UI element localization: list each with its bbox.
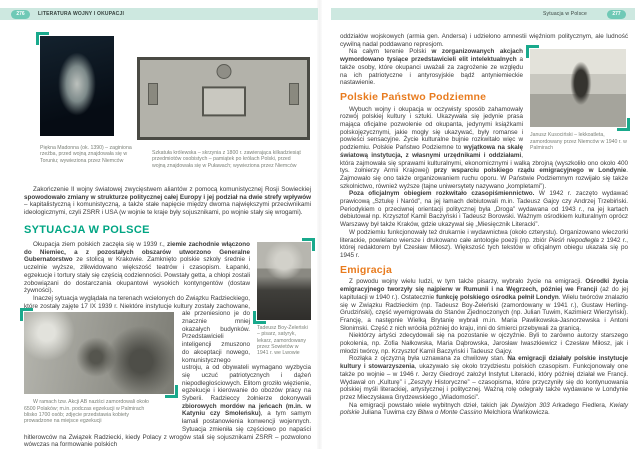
boy-zelenski-caption: Tadeusz Boy-Żeleński – pisarz, satyryk, lekarz, zamordowany przez Sowietów w 1941 r. we Lwowie <box>257 325 308 357</box>
paragraph-oddzialy: oddziałów wojskowych (armia gen. Andersa) i udzielono amnestii więźniom politycznym, ale ludność cywilną nadal poddawano represjom. <box>340 33 628 48</box>
palmiry-execution-photo <box>24 312 174 394</box>
page-number-right: 277 <box>607 10 626 19</box>
page-number-left: 276 <box>11 10 30 19</box>
kusocinski-caption: Janusz Kusociński – lekkoatleta, zamordowany przez Niemców w 1940 r. w Palmirach <box>530 132 627 151</box>
palmiry-execution-caption: W ramach tzw. Akcji AB naziści zamordowali około 6500 Polaków; m.in. podczas egzekucji w Palmirach blisko 1700 osób; zdjęcie przedstawia kobiety prowadzone na miejsce egzekucji <box>24 399 149 425</box>
figure-palmiry-execution <box>24 312 174 424</box>
corner-bracket-icon <box>526 45 539 58</box>
left-body-text <box>24 241 311 449</box>
paragraph-na-calym-terenie: Na całym terenie Polski w zorganizowanych akcjach wymordowano tysiące przedstawicieli elit intelektualnych a także osoby, które okupanci uważali za zagrożenie ze względu na ich patriotyczne i antyrosyjskie bądź antyniemieckie nastawienie. <box>340 48 524 87</box>
right-page-header-band <box>331 8 635 20</box>
corner-bracket-icon <box>302 238 315 251</box>
left-intro-text <box>24 186 311 217</box>
right-body-text <box>340 33 628 417</box>
szkatula-hinge <box>148 83 158 105</box>
heading-emigracja: Emigracja <box>340 263 392 276</box>
section-heading-sytuacja-w-polsce: SYTUACJA W POLSCE <box>24 224 150 236</box>
figure-kusocinski <box>530 49 628 151</box>
madonna-caption: Piękna Madonna (ok. 1390) – zaginiona rzeźba, przed wojną znajdowała się w Toruniu; wywieziona przez Niemców <box>40 145 132 164</box>
paragraph-drukarnie: W podziemiu funkcjonowały też drukarnie i wydawnictwa (około czterystu). Organizowano wieczorki literackie, powielano wiersze i drukowano całe antologie poezji (np. zbiór Pieśń niepodległa z 1942 r., której redaktorem był Czesław Miłosz). Większość tych tekstów w oficjalnym obiegu ukazała się po 1945 r. <box>340 228 628 259</box>
paragraph-czasopismiennictwo: Poza oficjalnym obiegiem rozkwitało czasopiśmiennictwo. W 1942 r. zaczęto wydawać prawicową „Sztukę i Naród”, na jej łamach debiutowali m.in. Tadeusz Gajcy czy Andrzej Trzebiński. Periodykiem o przeciwnej orientacji politycznej była „Droga” wydawana od 1943 r., na jej kartach debiutował np. Krzysztof Kamil Baczyński i Tadeusz Borowski. Ważnym ośrodkiem kulturalnym oprócz Warszawy był także Kraków, gdzie ukazywał się „Miesięcznik Literacki”. <box>340 190 628 229</box>
szkatula-photo <box>137 57 310 140</box>
left-page-header-band <box>0 8 318 20</box>
figure-boy-zelenski <box>257 242 311 356</box>
intro-paragraph: Zakończenie II wojny światowej zwycięstwem aliantów z pomocą komunistycznej Rosji Sowieckiej spowodowało zmiany w strukturze politycznej całej Europy i jej podział na dwie strefy wpływów – kapitalistyczną i komunistyczną, a także stałe napięcie między dwoma największymi przeciwnikami ideologicznymi, czyli ZSRR i USA (w wojnie te kraje były sojusznikami, po wojnie stały się wrogami). <box>24 186 311 217</box>
szkatula-medallion <box>216 64 231 79</box>
figure-madonna <box>40 36 142 164</box>
figure-szkatula <box>137 57 311 169</box>
corner-bracket-icon <box>253 311 266 324</box>
szkatula-caption: Szkatuła królewska – skrzynia z 1800 r. zawierająca kilkadziesiąt przedmiotów osobistych – pamiątek po królach Polski, przed wojną znajdowała się w Puławach; wywieziona przez Niemców <box>152 150 301 169</box>
page-header-right-title: Sytuacja w Polsce <box>543 11 587 17</box>
szkatula-hinge <box>289 83 299 105</box>
corner-bracket-icon <box>20 308 33 321</box>
paragraph-z-powodu-wojny: Z powodu wojny wielu ludzi, w tym także pisarzy, wybrało życie na emigracji. Ośrodki życia emigracyjnego tworzyły się najpierw w Rumunii i na Węgrzech, później we Francji (aż do jej kapitulacji w 1940 r.). Ostatecznie funkcję polskiego ośrodka pełnił Londyn. Wielu twórców znalazło się w Związku Radzieckim (np. Tadeusz Boy-Żeleński (zamordowany w 1941 r.), Gustaw Herling-Grudziński), część wyemigrowała do Stanów Zjednoczonych (np. Julian Tuwim, Kazimierz Wierzyński). Francję, a następnie Wielką Brytanię wybrali m.in. Maria Pawlikowska-Jasnorzewska i Antoni Słonimski. Część z nich wróciła później do kraju, inni do śmierci przebywali za granicą. <box>340 278 628 332</box>
paragraph-inaczej-rest: znacznie mniej okazałych budynków. Przedstawicieli inteligencji zmuszono do akceptacji nowego, komunistycznego ustroju, a od obywateli wymagano wyzbycia się uczuć patriotycznych i dążeń niepodległościowych. Elitom groziło więzienie, egzekucje i kierowanie do obozów pracy na Syberii. Radzieccy żołnierze dokonywali zbiorowych mordów na jeńcach (m.in. w Katyniu czy Smoleńsku), a tym samym łamali postanowienia konwencji wojennych. Sytuacja zmieniła się częściowo po napaści hitlerowców na Związek Radziecki, kiedy Polacy z wrogów stali się sojusznikami ZSRR – pozwolono wówczas na formowanie polskich <box>24 318 311 449</box>
paragraph-wybitne-dziela: Na emigracji powstało wiele wybitnych dzieł, takich jak Dywizjon 303 Arkadego Fiedlera, Kwiaty polskie Juliana Tuwima czy Bitwa o Monte Cassino Melchiora Wańkowicza. <box>340 401 628 417</box>
corner-bracket-icon <box>165 385 178 398</box>
boy-zelenski-photo <box>257 242 311 320</box>
paragraph-rozlaka: Rozłąka z ojczyzną była uznawana za chwilowy stan. Na emigracji działały polskie instytucje kultury i stowarzyszenia, ukazywało się około trzydziestu polskich czasopism. Funkcjonowały one także po wojnie – w 1946 r. Jerzy Giedroyć założył Instytut Literacki, który później działał we Francji. Wydawał on „Kulturę” i „Zeszyty Historyczne” – czasopisma, które przyczyniły się do kontynuowania polskiej myśli literackiej, artystycznej i politycznej. Ważną rolę odegrały także wydawane w Londynie przez Mieczysława Grydzewskiego „Wiadomości”. <box>340 355 628 401</box>
szkatula-plaque <box>202 86 246 116</box>
corner-bracket-icon <box>36 32 49 45</box>
heading-polskie-panstwo-podziemne: Polskie Państwo Podziemne <box>340 90 487 103</box>
page-gutter <box>317 0 322 449</box>
paragraph-okupacja: Okupacja ziem polskich zaczęła się w 1939 r., ziemie zachodnie włączono do Niemiec, a z pozostałych obszarów utworzono Generalne Gubernatorstwo ze stolicą w Krakowie. Zamknięto polskie szkoły średnie i uczelnie wyższe, zlikwidowano większość teatrów i czasopism. Łapanki, egzekucje i tortury stały się częścią codzienności. Powstały getta, a chłopi zostali zobowiązani do dostarczania okupantowi wysokich kontyngentów (dostaw żywności). <box>24 241 250 295</box>
book-section-title: LITERATURA WOJNY I OKUPACJI <box>38 11 125 17</box>
paragraph-niektorzy-artysci: Niektórzy artyści zdecydowali się na pozostanie w ojczyźnie. Byli to zarówno autorzy starszego pokolenia, np. Zofia Nałkowska, Maria Dąbrowska, Jarosław Iwaszkiewicz i Czesław Miłosz, jak i młodzi twórcy, np. Krzysztof Kamil Baczyński i Tadeusz Gajcy. <box>340 332 628 355</box>
kusocinski-photo <box>530 49 626 127</box>
paragraph-inaczej-start: Inaczej sytuacja wyglądała na terenach wcielonych do Związku Radzieckiego, które zostały zajęte 17 IX 1939 r. Niektóre instytucje kultury zostały zachowane, ale przeniesiono je do <box>24 294 251 318</box>
corner-bracket-icon <box>617 118 630 131</box>
paragraph-wybuch-wojny: Wybuch wojny i okupacja w oczywisty sposób zahamowały rozwój polskiej kultury i sztuki. Ukazywała się jedynie prasa mająca oficjalne pozwolenie od okupanta, jedynymi książkami polskojęzycznymi, jakie mogły się ukazywać, były romanse i powieści sensacyjne. Życie kulturalne bujnie rozkwitało więc w podziemiu. Polskie Państwo Podziemne to wyjątkowa na skalę światową instytucja, z własnymi urzędnikami i oddziałami, która zajmowała się sprawami kulturalnymi, ekonomicznymi i walką zbrojną (wyszkoliło ono około 400 tys. żołnierzy Armii Krajowej) przy wsparciu polskiego rządu emigracyjnego w Londynie. Zajmowało się ono także organizowaniem ruchu oporu. W Państwie Podziemnym rozwijało się także szkolnictwo, również wyższe (tajne uniwersytety nazywano „kompletami”). <box>340 105 628 190</box>
madonna-photo <box>40 36 114 136</box>
